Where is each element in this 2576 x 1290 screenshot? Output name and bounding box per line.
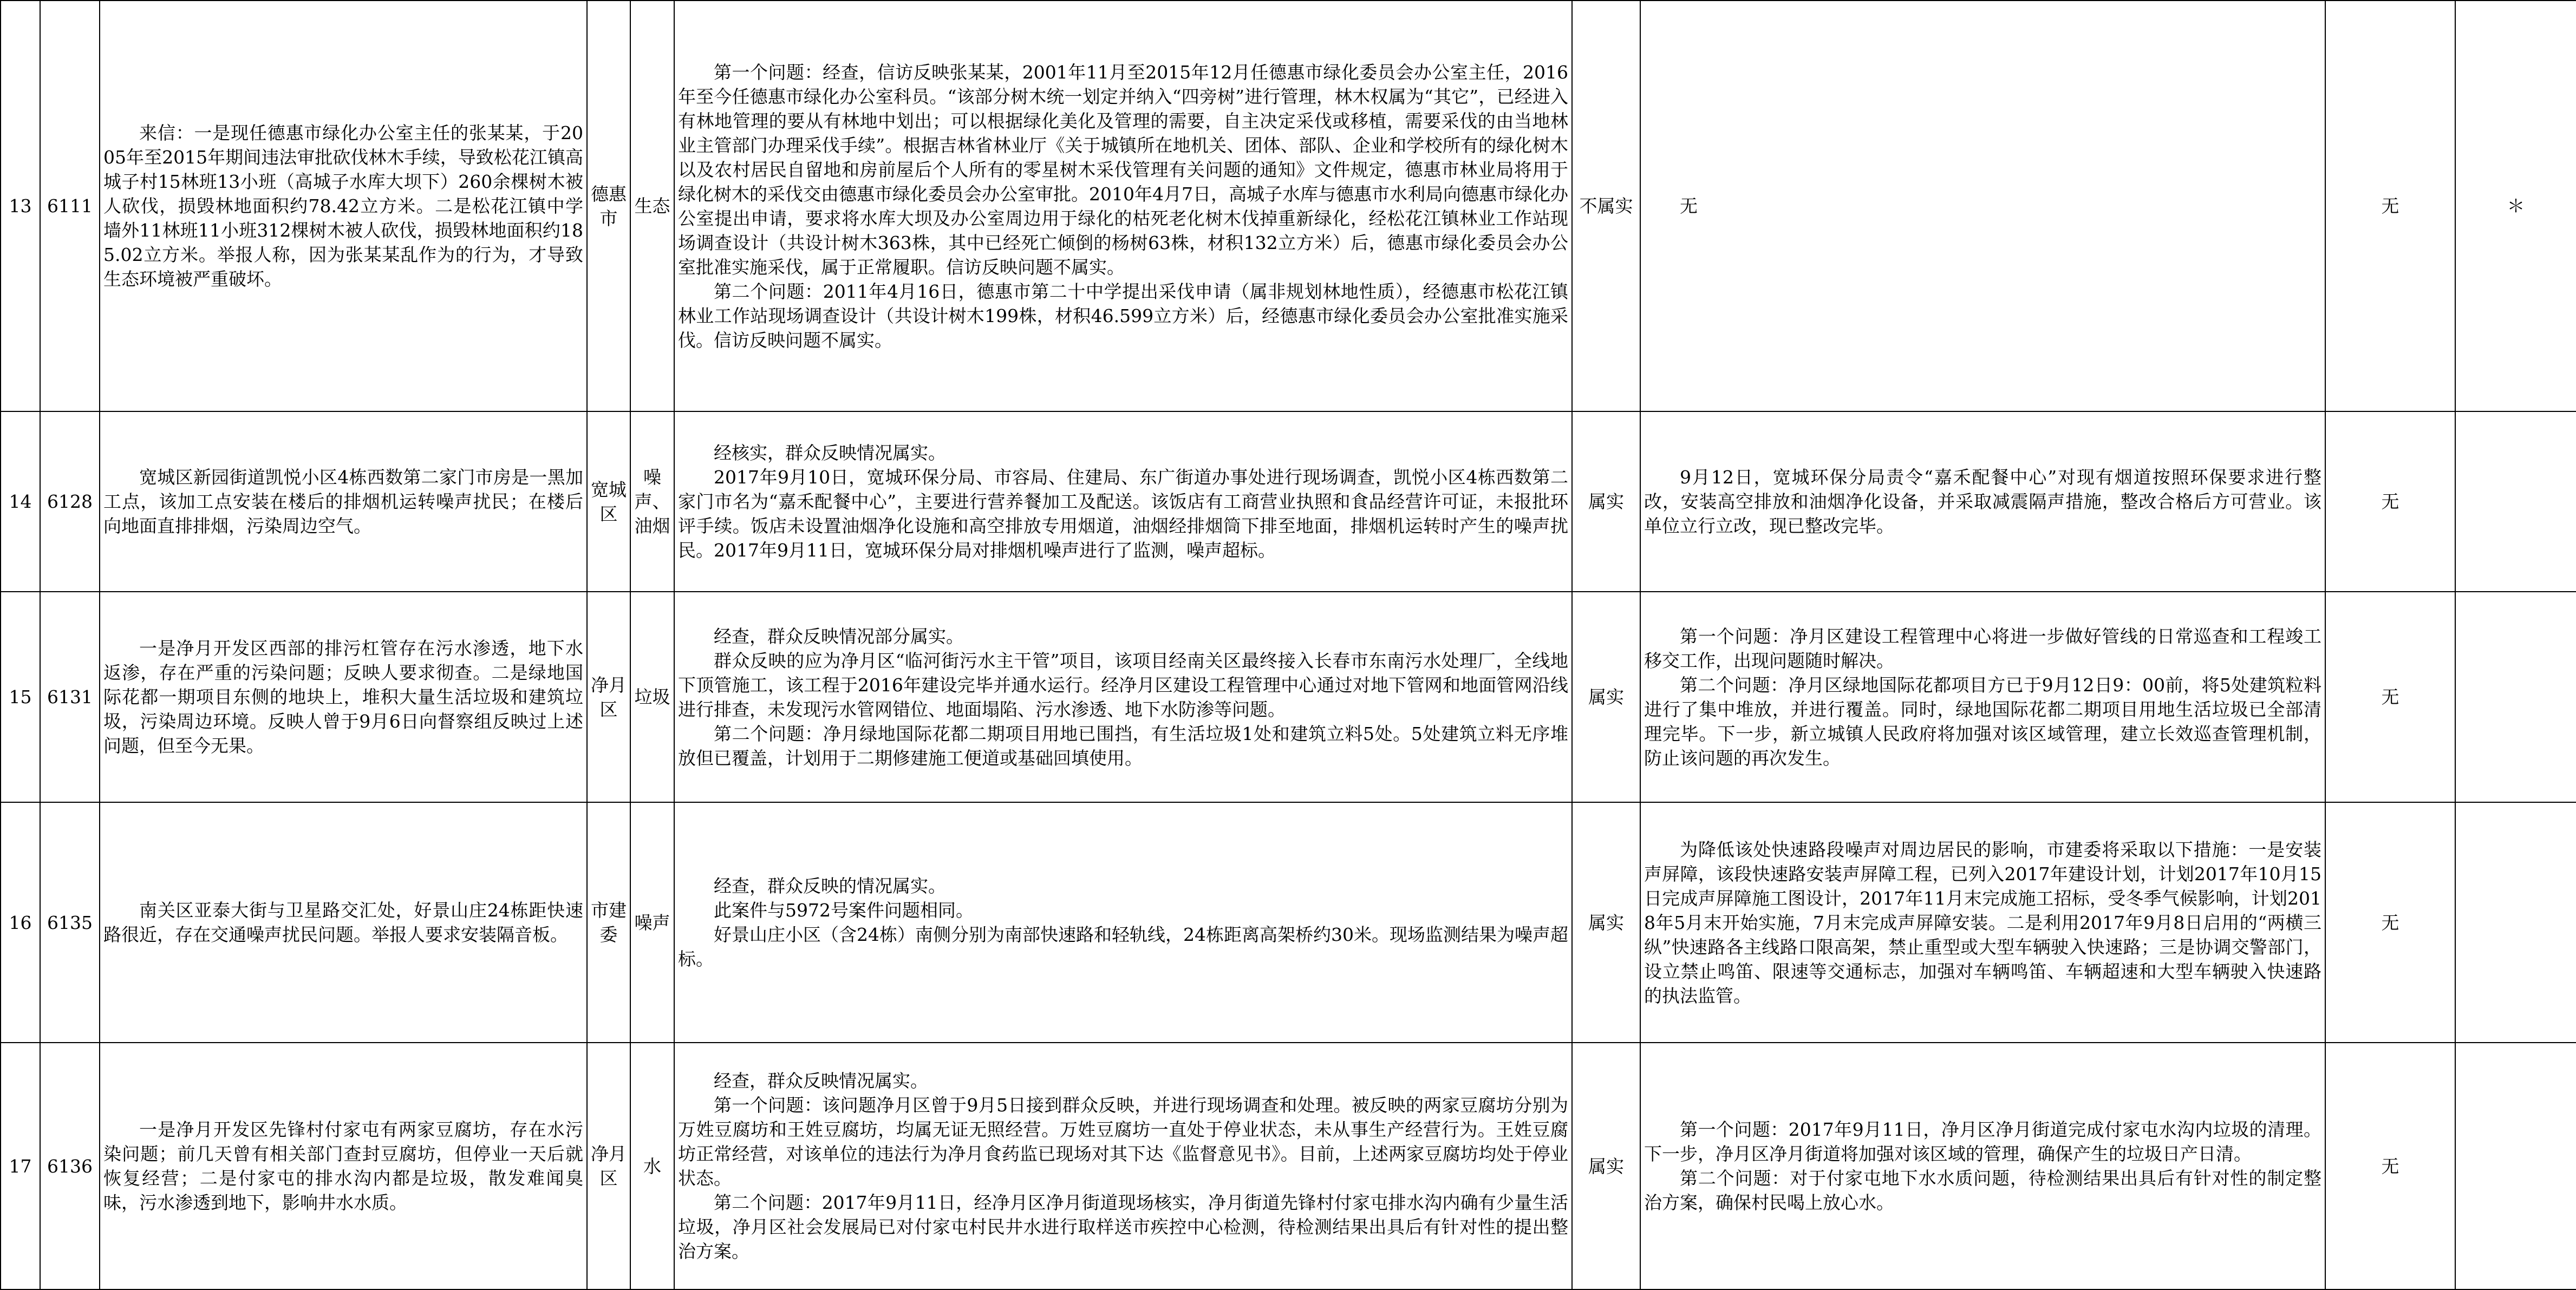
findings-cell — [674, 802, 1572, 1043]
category-cell: 水 — [630, 1043, 674, 1289]
mark-cell — [2455, 802, 2576, 1043]
rectification-paragraph: 无 — [1680, 195, 1698, 217]
seq-cell: 13 — [1, 1, 40, 411]
case-row — [1, 1, 2576, 411]
findings-paragraph: 第二个问题：净月绿地国际花都二期项目用地已围挡，有生活垃圾1处和建筑立料5处。5处建筑立料无序堆放但已覆盖，计划用于二期修建施工便道或基础回填使用。 — [678, 723, 1568, 769]
seq-cell: 14 — [1, 411, 40, 592]
rectification-paragraph: 第一个问题：2017年9月11日，净月区净月街道完成付家屯水沟内垃圾的清理。下一步，净月区净月街道将加强对该区域的管理，确保产生的垃圾日产日清。 — [1644, 1119, 2321, 1164]
rectification-cell — [1640, 1043, 2325, 1289]
findings-paragraph: 此案件与5972号案件问题相同。 — [714, 900, 974, 921]
verdict-cell: 属实 — [1572, 592, 1640, 802]
accountability-cell: 无 — [2325, 411, 2455, 592]
complaint-paragraph: 南关区亚泰大街与卫星路交汇处，好景山庄24栋距快速路很近，存在交通噪声扰民问题。举报人要求安装隔音板。 — [103, 900, 583, 945]
findings-paragraph: 第一个问题：经查，信访反映张某某，2001年11月至2015年12月任德惠市绿化委员会办公室主任，2016年至今任德惠市绿化办公室科员。“该部分树木统一划定并纳入“四旁树”进行管理，林木权属为“其它”，已经进入有林地管理的要从有林地中划出；可以根据绿化美化及管理的需要，自主决定采伐或移植，需要采伐的由当地林业主管部门办理采伐手续”。根据吉林省林业厅《关于城镇所在地机关、团体、部队、企业和学校所有的绿化树木以及农村居民自留地和房前屋后个人所有的零星树木采伐管理有关问题的通知》文件规定，德惠市林业局将用于绿化树木的采伐交由德惠市绿化委员会办公室审批。2010年4月7日，高城子水库与德惠市水利局向德惠市绿化办公室提出申请，要求将水库大坝及办公室周边用于绿化的枯死老化树木伐掉重新绿化，经松花江镇林业工作站现场调查设计（共设计树木363株，其中已经死亡倾倒的杨树63株，材积132立方米）后，德惠市绿化委员会办公室批准实施采伐，属于正常履职。信访反映问题不属实。 — [678, 61, 1568, 278]
case-number-cell: 6128 — [40, 411, 100, 592]
verdict-cell: 不属实 — [1572, 1, 1640, 411]
rectification-cell — [1640, 411, 2325, 592]
mark-cell — [2455, 592, 2576, 802]
verdict-cell: 属实 — [1572, 1043, 1640, 1289]
region-cell: 宽城区 — [587, 411, 630, 592]
case-number-cell: 6135 — [40, 802, 100, 1043]
rectification-paragraph: 第二个问题：净月区绿地国际花都项目方已于9月12日9：00前，将5处建筑粒料进行了集中堆放，并进行覆盖。同时，绿地国际花都二期项目用地生活垃圾已全部清理完毕。下一步，新立城镇人民政府将加强对该区域管理，建立长效巡查管理机制，防止该问题的再次发生。 — [1644, 674, 2321, 769]
region-cell: 净月区 — [587, 592, 630, 802]
verdict-cell: 属实 — [1572, 802, 1640, 1043]
findings-paragraph: 第一个问题：该问题净月区曾于9月5日接到群众反映，并进行现场调查和处理。被反映的两家豆腐坊分别为万姓豆腐坊和王姓豆腐坊，均属无证无照经营。万姓豆腐坊一直处于停业状态，未从事生产经营行为。王姓豆腐坊正常经营，对该单位的违法行为净月食药监已现场对其下达《监督意见书》。目前，上述两家豆腐坊均处于停业状态。 — [678, 1095, 1568, 1189]
mark-cell — [2455, 411, 2576, 592]
findings-paragraph: 群众反映的应为净月区“临河街污水主干管”项目，该项目经南关区最终接入长春市东南污水处理厂，全线地下顶管施工，该工程于2016年建设完毕并通水运行。经净月区建设工程管理中心通过对地下管网和地面管网沿线进行排查，未发现污水管网错位、地面塌陷、污水渗透、地下水防渗等问题。 — [678, 650, 1568, 720]
accountability-cell: 无 — [2325, 1, 2455, 411]
rectification-cell — [1640, 1, 2325, 411]
findings-cell — [674, 411, 1572, 592]
complaint-cell — [100, 592, 587, 802]
category-cell: 生态 — [630, 1, 674, 411]
findings-cell — [674, 1043, 1572, 1289]
mark-cell — [2455, 1043, 2576, 1289]
findings-paragraph: 第二个问题：2011年4月16日，德惠市第二十中学提出采伐申请（属非规划林地性质），经德惠市松花江镇林业工作站现场调查设计（共设计树木199株，材积46.599立方米）后，经德惠市绿化委员会办公室批准实施采伐。信访反映问题不属实。 — [678, 280, 1568, 351]
complaint-cell — [100, 1, 587, 411]
category-cell: 垃圾 — [630, 592, 674, 802]
findings-cell — [674, 1, 1572, 411]
findings-paragraph: 经核实，群众反映情况属实。 — [714, 442, 946, 463]
rectification-cell — [1640, 802, 2325, 1043]
complaint-cell — [100, 802, 587, 1043]
verdict-cell: 属实 — [1572, 411, 1640, 592]
case-row — [1, 411, 2576, 592]
complaint-paragraph: 一是净月开发区西部的排污杠管存在污水渗透，地下水返渗，存在严重的污染问题；反映人要求彻查。二是绿地国际花都一期项目东侧的地块上，堆积大量生活垃圾和建筑垃圾，污染周边环境。反映人曾于9月6日向督察组反映过上述问题，但至今无果。 — [103, 638, 583, 756]
rectification-paragraph: 9月12日，宽城环保分局责令“嘉禾配餐中心”对现有烟道按照环保要求进行整改，安装高空排放和油烟净化设备，并采取减震隔声措施，整改合格后方可营业。该单位立行立改，现已整改完毕。 — [1644, 467, 2321, 536]
accountability-cell: 无 — [2325, 802, 2455, 1043]
accountability-cell: 无 — [2325, 1043, 2455, 1289]
rectification-paragraph: 第一个问题：净月区建设工程管理中心将进一步做好管线的日常巡查和工程竣工移交工作，出现问题随时解决。 — [1644, 625, 2321, 671]
category-cell: 噪声、油烟 — [630, 411, 674, 592]
findings-cell — [674, 592, 1572, 802]
rectification-paragraph: 第二个问题：对于付家屯地下水水质问题，待检测结果出具后有针对性的制定整治方案，确保村民喝上放心水。 — [1644, 1168, 2321, 1213]
region-cell: 市建委 — [587, 802, 630, 1043]
complaint-cell — [100, 1043, 587, 1289]
findings-paragraph: 经查，群众反映情况属实。 — [714, 1070, 928, 1091]
seq-cell: 16 — [1, 802, 40, 1043]
case-row — [1, 1043, 2576, 1289]
findings-paragraph: 2017年9月10日，宽城环保分局、市容局、住建局、东广街道办事处进行现场调查，凯悦小区4栋西数第二家门市名为“嘉禾配餐中心”，主要进行营养餐加工及配送。该饭店有工商营业执照和食品经营许可证，未报批环评手续。饭店未设置油烟净化设施和高空排放专用烟道，油烟经排烟筒下排至地面，排烟机运转时产生的噪声扰民。2017年9月11日，宽城环保分局对排烟机噪声进行了监测，噪声超标。 — [678, 467, 1568, 561]
complaint-paragraph: 来信：一是现任德惠市绿化办公室主任的张某某，于2005年至2015年期间违法审批砍伐林木手续，导致松花江镇高城子村15林班13小班（高城子水库大坝下）260余棵树木被人砍伐，损毁林地面积约78.42立方米。二是松花江镇中学墙外11林班11小班312棵树木被人砍伐，损毁林地面积约185.02立方米。举报人称，因为张某某乱作为的行为，才导致生态环境被严重破坏。 — [103, 122, 583, 290]
seq-cell: 17 — [1, 1043, 40, 1289]
case-row — [1, 592, 2576, 802]
case-number-cell: 6131 — [40, 592, 100, 802]
region-cell: 德惠市 — [587, 1, 630, 411]
case-number-cell: 6111 — [40, 1, 100, 411]
complaint-paragraph: 宽城区新园街道凯悦小区4栋西数第二家门市房是一黑加工点，该加工点安装在楼后的排烟机运转噪声扰民；在楼后向地面直排排烟，污染周边空气。 — [103, 467, 583, 536]
complaint-paragraph: 一是净月开发区先锋村付家屯有两家豆腐坊，存在水污染问题；前几天曾有相关部门查封豆腐坊，但停业一天后就恢复经营；二是付家屯的排水沟内都是垃圾，散发难闻臭味，污水渗透到地下，影响井水水质。 — [103, 1119, 583, 1213]
accountability-cell: 无 — [2325, 592, 2455, 802]
findings-paragraph: 经查，群众反映情况部分属实。 — [714, 625, 964, 647]
rectification-cell — [1640, 592, 2325, 802]
case-row — [1, 802, 2576, 1043]
case-number-cell: 6136 — [40, 1043, 100, 1289]
findings-paragraph: 第二个问题：2017年9月11日，经净月区净月街道现场核实，净月街道先锋村付家屯排水沟内确有少量生活垃圾，净月区社会发展局已对付家屯村民井水进行取样送市疾控中心检测，待检测结果出具后有针对性的提出整治方案。 — [678, 1192, 1568, 1262]
region-cell: 净月区 — [587, 1043, 630, 1289]
rectification-paragraph: 为降低该处快速路段噪声对周边居民的影响，市建委将采取以下措施：一是安装声屏障，该段快速路安装声屏障工程，已列入2017年建设计划，计划2017年10月15日完成声屏障施工图设计，2017年11月末完成施工招标，受冬季气候影响，计划2018年5月末开始实施，7月末完成声屏障安装。二是利用2017年9月8日启用的“两横三纵”快速路各主线路口限高架，禁止重型或大型车辆驶入快速路；三是协调交警部门，设立禁止鸣笛、限速等交通标志，加强对车辆鸣笛、车辆超速和大型车辆驶入快速路的执法监管。 — [1644, 839, 2321, 1006]
complaint-cell — [100, 411, 587, 592]
findings-paragraph: 好景山庄小区（含24栋）南侧分别为南部快速路和轻轨线，24栋距离高架桥约30米。现场监测结果为噪声超标。 — [678, 924, 1568, 970]
seq-cell: 15 — [1, 592, 40, 802]
findings-paragraph: 经查，群众反映的情况属实。 — [714, 875, 946, 896]
category-cell: 噪声 — [630, 802, 674, 1043]
mark-cell: ＊ — [2455, 1, 2576, 411]
